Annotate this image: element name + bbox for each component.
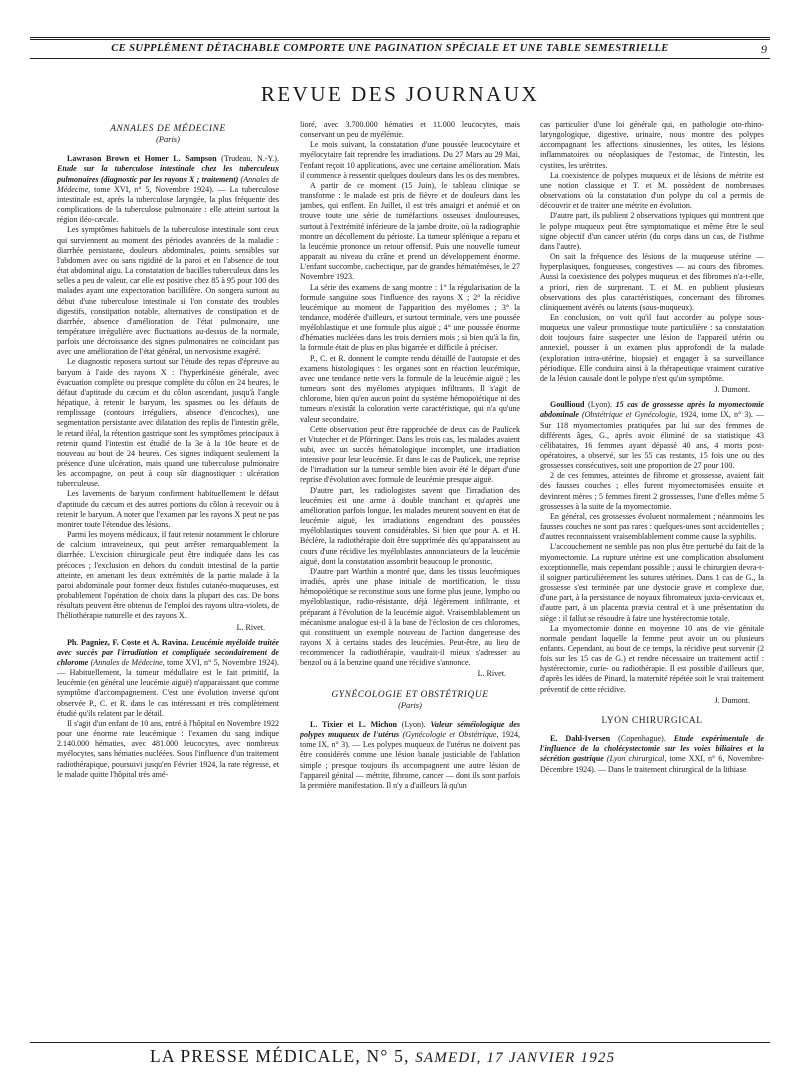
- article-authors: E. Dahl-Iversen: [550, 734, 611, 744]
- article-ref: tome XXI, n° 6, Novembre-Décembre 1924). — Dans le traitement chirurgical de la lithiase: [540, 754, 764, 774]
- article-authors: Lawrason Brown et Homer L. Sampson: [67, 154, 217, 164]
- article-tixier-michon: [300, 720, 520, 791]
- section-sub-annales: (Paris): [156, 135, 180, 145]
- article-authors: L. Tixier et L. Michon: [310, 719, 397, 729]
- paragraph: cas particulier d'une loi générale qui, en pathologie oto-rhino-laryngologique, digestive, urinaire, nous montre des polypes accompagnant les affections sinusiennes, les otites, les lésions inflammatoires ou néoplasiques de l'estomac, de l'intestin, les cystites, les urétrites.: [540, 120, 764, 170]
- paragraph: La myomectomie donne en moyenne 10 ans de vie génitale normale pendant laquelle la femme peut avoir un ou plusieurs enfants. Cependant, au bout de ce temps, la récidive peut survenir (2 fois sur les 15 cas de G.) et rendre nécessaire un traitement actif : hystérectomie, curie- ou radiothérapie. Il est possible d'ailleurs que, d'après les idées de Pinard, la maternité répétée soit le vrai traitement préventif de cette récidive.: [540, 623, 764, 694]
- paragraph: Cette observation peut être rapprochée de deux cas de Paulicek et Vtutecher et de Pförringer. Dans les trois cas, les malades avaient subi, avec un succès hématologique incomplet, une irradiation intensive pour leur leucémie. Et dans le cas de Paulicek, une reprise de l'irradiation sur la tumeur semble bien avoir été le départ d'une reprise d'évolution avec formule de leucémie presque aiguë.: [300, 424, 520, 485]
- paragraph: L'accouchement ne semble pas non plus être perturbé du fait de la myomectomie. La rupture utérine est une complication absolument exceptionnelle, mais cependant possible ; aussi le chirurgien devra-t-il soigner particulièrement les sutures utérines. Dans 1 cas de G., la grossesse s'est terminée par une dystocie grave et complexe due, d'une part, à la persistance de noyaux fibromateux juxta-cervicaux et, d'autre part, à un placenta prævia central et à une présentation du siège : il fallut se résoudre à faire une hystérectomie totale.: [540, 542, 764, 623]
- article-ref: tome XVI, n° 5, Novembre 1924). — La tuberculose intestinale est, après la tuberculose laryngée, la plus fréquente des complications de la tuberculose pulmonaire : elle atteint surtout la région iléo-cæcale.: [57, 184, 279, 225]
- footer: [150, 1046, 750, 1067]
- section-title-lyon-chirurgical: LYON CHIRURGICAL: [601, 715, 703, 726]
- footer-journal: LA PRESSE MÉDICALE, N° 5,: [150, 1046, 410, 1066]
- page-number: 9: [761, 42, 767, 56]
- article-title: 15 cas de grossesse après la myomectomie abdominale: [540, 400, 764, 420]
- article-goullioud: [540, 400, 764, 471]
- article-title: Etude expérimentale de l'influence de la cholécystectomie sur les voies biliaires et la sécrétion gastrique: [540, 734, 764, 764]
- article-place: (Trudeau, N.-Y.).: [221, 154, 279, 164]
- signature: L. Rivet.: [236, 622, 265, 632]
- paragraph: Le diagnostic reposera surtout sur l'étude des repas d'épreuve au baryum à l'aide des rayons X : l'hyperkinésie générale, avec évacuation complète ou presque complète du côlon en 24 heures, le défaut d'aptitude du cæcum et du côlon ascendant, jusqu'à l'angle hépatique, à retenir le baryum, les spasmes ou les défauts de remplissage (contours irréguliers, absence d'encoches), une segmentation persistante avec dilatation des replis de l'intestin grêle, le retard iléal, la rétention gastrique sont les symptômes principaux à retenir quand l'intestin est étudié de la 3e à la 10e heure et de nouveau au bout de 24 heures. Ces signes indiquent seulement la présence d'une ulcération, mais quand une tuberculose pulmonaire les accompagne, on peut à coup sûr diagnostiquer : ulcération tuberculeuse.: [57, 357, 279, 489]
- paragraph: En général, ces grossesses évoluent normalement ; néanmoins les fausses couches ne sont pas rares : quelques-unes sont accidentelles ; d'autres reconnaissent vraisemblablement comme cause la syphilis.: [540, 511, 764, 542]
- paragraph: Parmi les moyens médicaux, il faut retenir notamment le chlorure de calcium intraveineux, qui peut arrêter remarquablement la diarrhée. L'excision chirurgicale peut être indiquée dans les cas précoces ; l'exclusion en dehors du conduit intestinal de la partie atteinte, en amenant les deux extrémités de la partie malade à la paroi abdominale pour former deux fistules cutanéo-muqueuses, est probablement l'opération de choix dans la plupart des cas. De bons résultats peuvent être obtenus de l'emploi des rayons ultra-violets, de l'héliothérapie naturelle et des rayons X.: [57, 530, 279, 621]
- article-source: (Gynécologie et Obstétrique,: [402, 730, 499, 740]
- article-dahl-iversen: [540, 734, 764, 775]
- footer-rule: [30, 1042, 770, 1043]
- paragraph: Il s'agit d'un enfant de 10 ans, entré à l'hôpital en Novembre 1922 pour une énorme rate leucémique : l'examen du sang indique 2.140.000 hématies, avec 481.000 leucocytes, avec nombreux myélocytes, sans hématies nucléées. Sous l'influence d'un traitement radiothérapique, poursuivi jusqu'en Février 1924, la rate régresse, et le malade quitte l'hôpital très amé-: [57, 718, 279, 779]
- section-sub-gynecologie: (Paris): [398, 700, 422, 710]
- article-title: Leucémie myéloïde traitée avec succès par l'irradiation et compliquée secondairement de chlorome: [57, 637, 279, 667]
- column-2: [300, 120, 520, 1035]
- paragraph: P., C. et R. donnent le compte rendu détaillé de l'autopsie et des examens histologiques : les organes sont en réaction leucémique, avec une tendance nette vers la formule de la leucémie aiguë ; les tumeurs sont des myélomes atypiques infiltrants. Il s'agit de chlorome, bien qu'en aucun point du système hémopoïétique ni des tumeurs n'existât la coloration verte caractéristique, qui n'a qu'une valeur secondaire.: [300, 353, 520, 424]
- article-brown-sampson: [57, 154, 279, 225]
- paragraph: La coexistence de polypes muqueux et de lésions de métrite est une notion classique et T. et M. possèdent de nombreuses observations où la constatation d'un polype du col a permis de découvrir et de traiter une métrite en évolution.: [540, 170, 764, 211]
- signature: J. Dumont.: [714, 695, 750, 705]
- article-source: (Lyon chirurgical,: [606, 754, 667, 764]
- paragraph: D'autre part, les radiologistes savent que l'irradiation des leucémies est une arme à double tranchant et qu'après une amélioration parfois longue, les malades meurent souvent en état de leucémie aiguë, les irradiations engendrant des poussées myéloblastiques souvent considérables. Si bien que pour A. et H. Béclère, la radiothérapie doit être supprimée dès qu'apparaissent au cours d'une récidive les myéloblastes annonciateurs de la leucémie aiguë, dont la constatation assombrit beaucoup le pronostic.: [300, 485, 520, 566]
- article-title: Etude sur la tuberculose intestinale chez les tuberculeux pulmonaires (diagnostic par les rayons X ; traitement): [57, 164, 279, 184]
- paragraph: On sait la fréquence des lésions de la muqueuse utérine — hyperplasiques, fongueuses, congestives — au cours des fibromes. Aussi la coexistence des polypes muqueux et des fibromes n'a-t-elle, a priori, rien de surprenant. T. et M. en publient plusieurs observations des plus caractéristiques, concernant des fibromes cliniquement avérés ou latents (sous-muqueux).: [540, 252, 764, 312]
- article-ref: 1924, tome IX, n° 3). — Sur 118 myomectomies pratiquées par lui sur des femmes de différents âges, G., après avoir éliminé de sa statistique 43 célibataires, 16 femmes ayant dépassé 40 ans, 4 morts post-opératoires, a observé, sur les 55 cas restants, 15 fois une ou des grossesses consécutives, soit une proportion de 27 pour 100.: [540, 410, 764, 471]
- paragraph: D'autre part, ils publient 2 observations typiques qui montrent que le polype muqueux peut être symptomatique et même être le seul signe objectif d'un cancer utérin (du corps dans un cas, de l'isthme dans l'autre).: [540, 211, 764, 251]
- footer-date: SAMEDI, 17 JANVIER 1925: [415, 1050, 616, 1066]
- article-source: (Obstétrique et Gynécologie,: [581, 410, 678, 420]
- top-rule-lower: [30, 39, 770, 40]
- header-rule: [30, 58, 770, 59]
- article-place: (Lyon).: [588, 400, 612, 410]
- paragraph: 2 de ces femmes, atteintes de fibrome et grossesse, avaient fait des fausses couches ; elles furent myomectomisées ensuite et devinrent mères ; 5 femmes firent 2 grossesses, l'une d'elles même 5 grossesses à la suite de la myomectomie.: [540, 471, 764, 511]
- article-place: (Lyon).: [401, 719, 426, 729]
- paragraph: D'autre part Warthin a montré que, dans les tissus leucémiques irradiés, après une phase initiale de mortification, le tissu hémopoïétique se reconstitue sous une forme plus jeune, lympho ou myéloblastique, radio-résistante, déjà légèrement infiltrante, et préparant à l'évolution de la leucémie aiguë. Vraisemblablement un mécanisme analogue est-il à la base de l'éclosion de ces chloromes, qui constituent un exemple nouveau de l'action dangereuse des rayons X à certains stades des leucémies. Peut-être, au lieu de recommencer la radiothérapie, vaudrait-il mieux s'adresser au benzol ou à la benzine quand une récidive s'annonce.: [300, 566, 520, 668]
- section-title-annales: ANNALES DE MÉDECINE: [110, 124, 226, 134]
- paragraph: lioré, avec 3.700.000 hématies et 11.000 leucocytes, mais conservant un peu de myélémie.: [300, 120, 520, 140]
- paragraph: En conclusion, on voit qu'il faut accorder au polype sous-muqueux une valeur pronostique toute particulière : sa constatation doit toujours faire suspecter une lésion de l'appareil utérin ou annexiel, pousser à un examen plus approfondi de la malade (exploration intra-utérine, biopsie) et engager à sa surveillance périodique. Elle conduira ainsi à la thérapeutique vraiment curative de la lésion causale dont le polype n'est qu'un symptôme.: [540, 312, 764, 383]
- article-authors: Ph. Pagniez, F. Coste et A. Ravina.: [67, 637, 189, 647]
- masthead-title: REVUE DES JOURNAUX: [260, 82, 540, 106]
- running-head: CE SUPPLÉMENT DÉTACHABLE COMPORTE UNE PAGINATION SPÉCIALE ET UNE TABLE SEMESTRIELLE: [111, 43, 669, 54]
- article-ref: tome XVI, n° 5, Novembre 1924). — Habituellement, la tumeur médullaire est le fait primitif, la leucémie (en général une leucémie aiguë) n'apparaissant que comme symptôme d'accompagnement. C'est une évolution inverse qu'ont observée P., C. et R. dans le cas intéressant et très complètement étudié qu'ils relatent par le détail.: [57, 657, 279, 718]
- top-rule-upper: [30, 37, 770, 38]
- signature: J. Dumont.: [714, 385, 750, 395]
- paragraph: La série des examens de sang montre : 1° la régularisation de la formule sanguine sous l'influence des rayons X ; 2° la récidive leucémique au moment de l'apparition des myélomes ; 3° la tendance, modérée d'ailleurs, et surtout terminale, vers une poussée myéloblastique et une formule plus aiguë ; 4° une poussée énorme d'hématies nucléées dans les trois derniers mois ; si bien qu'à la fin, la formule était de plus en plus bigarrée et difficile à préciser.: [300, 282, 520, 353]
- article-pagniez-coste-ravina: [57, 638, 279, 719]
- signature: L. Rivet.: [477, 669, 506, 679]
- article-source: (Annales de Médecine,: [90, 657, 165, 667]
- column-1: [57, 120, 279, 1035]
- article-ref: 1924, tome IX, n° 3). — Les polypes muqueux de l'utérus ne doivent pas être considérés comme une lésion banale justiciable de l'ablation simple ; presque toujours ils accompagnent une autre lésion de l'appareil génital — métrite, fibrome, cancer — dont ils sont parfois la première manifestation. Il n'y a d'ailleurs là qu'un: [300, 730, 520, 790]
- column-3: [540, 120, 764, 1035]
- article-title: Valeur séméiologique des polypes muqueux de l'utérus: [300, 719, 520, 740]
- paragraph: A partir de ce moment (15 Juin), le tableau clinique se transforme : le malade est pris de fièvre et de douleurs dans les jambes, qui enflent. En Juillet, il est très amaigri et anémié et on trouve toute une série de tuméfactions osseuses douloureuses, surtout à l'extrémité inférieure de la jambe droite, où la radiographie montre un décollement du périoste. La tumeur splénique a reparu et la leucémie prononce un retour offensif. Puis une nouvelle tumeur apparait au niveau du crâne et prend un développement énorme. L'enfant succombe, cachectique, par de grandes hématémèses, le 27 Novembre 1923.: [300, 180, 520, 282]
- article-authors: Goullioud: [550, 400, 585, 410]
- paragraph: Les symptômes habituels de la tuberculose intestinale sont ceux qui surviennent au moment des périodes avancées de la maladie : diarrhée persistante, douleurs abdominales, points sensibles sur l'abdomen avec ou sans rigidité de la paroi et en l'absence de tout état abdominal aigu. La constatation de bacilles tuberculeux dans les selles a peu de valeur, car elle est positive chez 85 à 95 pour 100 des malades ayant une expectoration bacillifère. On songera surtout au début d'une tuberculose intestinale si l'on constate des troubles digestifs, constipation notable, alternatives de constipation et de diarrhée, absence d'amélioration de l'état pulmonaire, une température irrégulière avec fluctuations au-dessus de la normale, parfois une décroissance des signes pulmonaires ne coïncidant pas avec une amélioration de l'état général, un nervosisme exagéré.: [57, 225, 279, 357]
- article-place: (Copenhague).: [618, 734, 666, 744]
- paragraph: Le mois suivant, la constatation d'une poussée leucocytaire et myélocytaire fait reprendre les irradiations. Du 27 Mars au 29 Mai, l'enfant reçoit 10 applications, avec une certaine amélioration. Mais il commence à ressentir quelques douleurs dans les os des membres.: [300, 140, 520, 180]
- article-source: (Annales de Médecine,: [57, 174, 279, 194]
- paragraph: Les lavements de baryum confirment habituellement le défaut d'aptitude du cæcum et des autres portions du côlon à recevoir ou à retenir le baryum. A noter que l'examen par les rayons X peut ne pas montrer toute l'étendue des lésions.: [57, 489, 279, 529]
- section-title-gynecologie: GYNÉCOLOGIE ET OBSTÉTRIQUE: [331, 689, 489, 700]
